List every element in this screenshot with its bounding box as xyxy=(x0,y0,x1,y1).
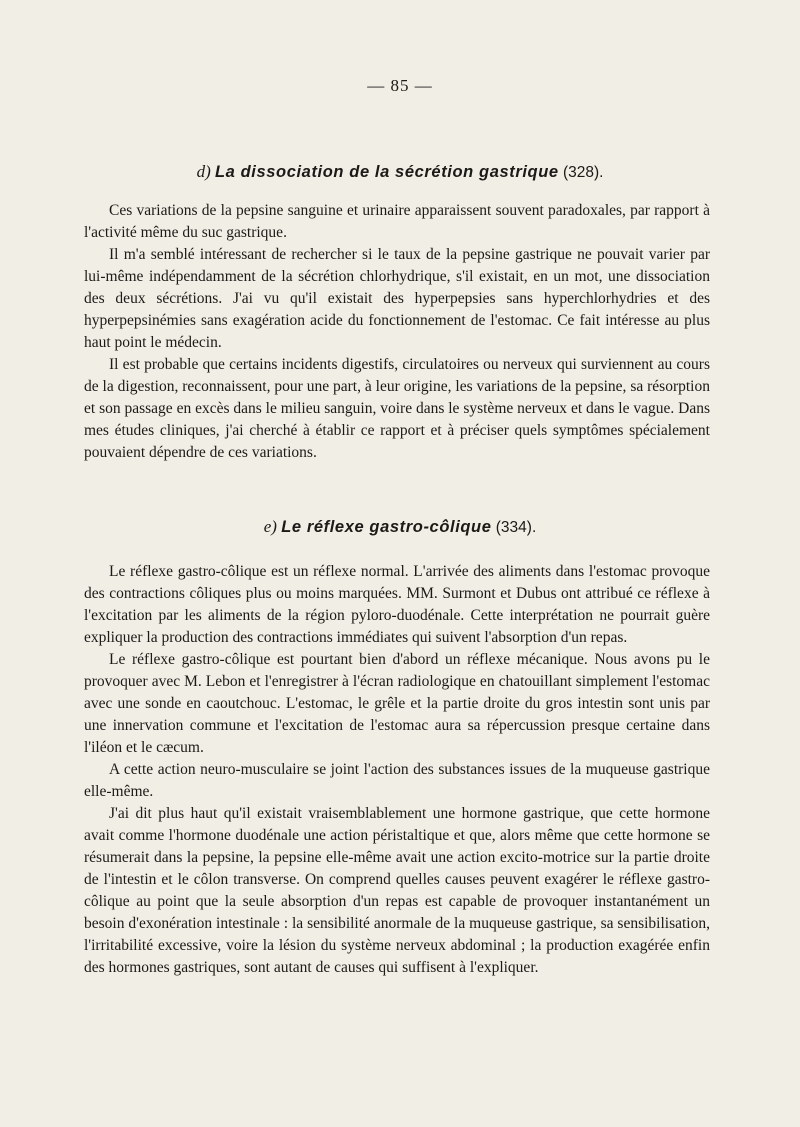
paragraph: Le réflexe gastro-côlique est pourtant bien d'abord un réflexe mécanique. Nous avons pu le provoquer avec M. Lebon et l'enregistrer à l'écran radiologique en chatouillant simplement l'estomac avec une sonde en caoutchouc. L'estomac, le grêle et la partie droite du gros intestin sont unis par une innervation commune et l'excitation de l'estomac aura sa répercussion presque certaine dans l'iléon et le cæcum. xyxy=(84,651,710,756)
paragraph: Ces variations de la pepsine sanguine et urinaire apparaissent souvent paradoxales, par rapport à l'activité même du suc gastrique. xyxy=(84,202,710,241)
section-d-body xyxy=(84,200,710,464)
section-heading-d xyxy=(0,162,800,182)
paragraph: Il est probable que certains incidents digestifs, circulatoires ou nerveux qui surviennent au cours de la digestion, reconnaissent, pour une part, à leur origine, les variations de la pepsine, sa résorption et son passage en excès dans le milieu sanguin, voire dans le système nerveux et dans le vague. Dans mes études cliniques, j'ai cherché à établir ce rapport et à préciser quels symptômes spécialement pouvaient dépendre de ces variations. xyxy=(84,356,710,461)
section-reference: (328). xyxy=(562,164,604,181)
section-letter: e) xyxy=(263,517,277,536)
paragraph: J'ai dit plus haut qu'il existait vraisemblablement une hormone gastrique, que cette hormone avait comme l'hormone duodénale une action péristaltique et que, alors même que cette hormone se résumerait dans la pepsine, la pepsine elle-même avait une action excito-motrice sur la partie droite de l'intestin et le côlon transverse. On comprend quelles causes peuvent exagérer le réflexe gastro-côlique au point que la seule absorption d'un repas est capable de provoquer instantanément un besoin d'exonération intestinale : la sensibilité anormale de la muqueuse gastrique, sa sensibilisation, l'irritabilité excessive, voire la lésion du système nerveux abdominal ; la production exagérée enfin des hormones gastriques, sont autant de causes qui suffisent à l'expliquer. xyxy=(84,805,710,976)
section-reference: (334). xyxy=(495,519,537,536)
section-e-body xyxy=(84,561,710,979)
section-heading-e xyxy=(0,517,800,537)
paragraph: A cette action neuro-musculaire se joint l'action des substances issues de la muqueuse gastrique elle-même. xyxy=(84,761,710,800)
section-title: Le réflexe gastro-côlique xyxy=(281,518,492,536)
section-letter: d) xyxy=(196,162,211,181)
paragraph: Le réflexe gastro-côlique est un réflexe normal. L'arrivée des aliments dans l'estomac provoque des contractions côliques plus ou moins marquées. MM. Surmont et Dubus ont attribué ce réflexe à l'excitation par les aliments de la région pyloro-duodénale. Cette interprétation ne pourrait guère expliquer la production des contractions immédiates qui suivent l'absorption d'un repas. xyxy=(84,563,710,646)
paragraph: Il m'a semblé intéressant de rechercher si le taux de la pepsine gastrique ne pouvait varier par lui-même indépendamment de la sécrétion chlorhydrique, s'il existait, en un mot, une dissociation des deux sécrétions. J'ai vu qu'il existait des hyperpepsies sans hyperchlorhydries et des hyperpepsinémies sans exagération acide du fonctionnement de l'estomac. Ce fait intéresse au plus haut point le médecin. xyxy=(84,246,710,351)
section-title: La dissociation de la sécrétion gastrique xyxy=(214,163,559,181)
page-number: — 85 — xyxy=(367,76,433,95)
